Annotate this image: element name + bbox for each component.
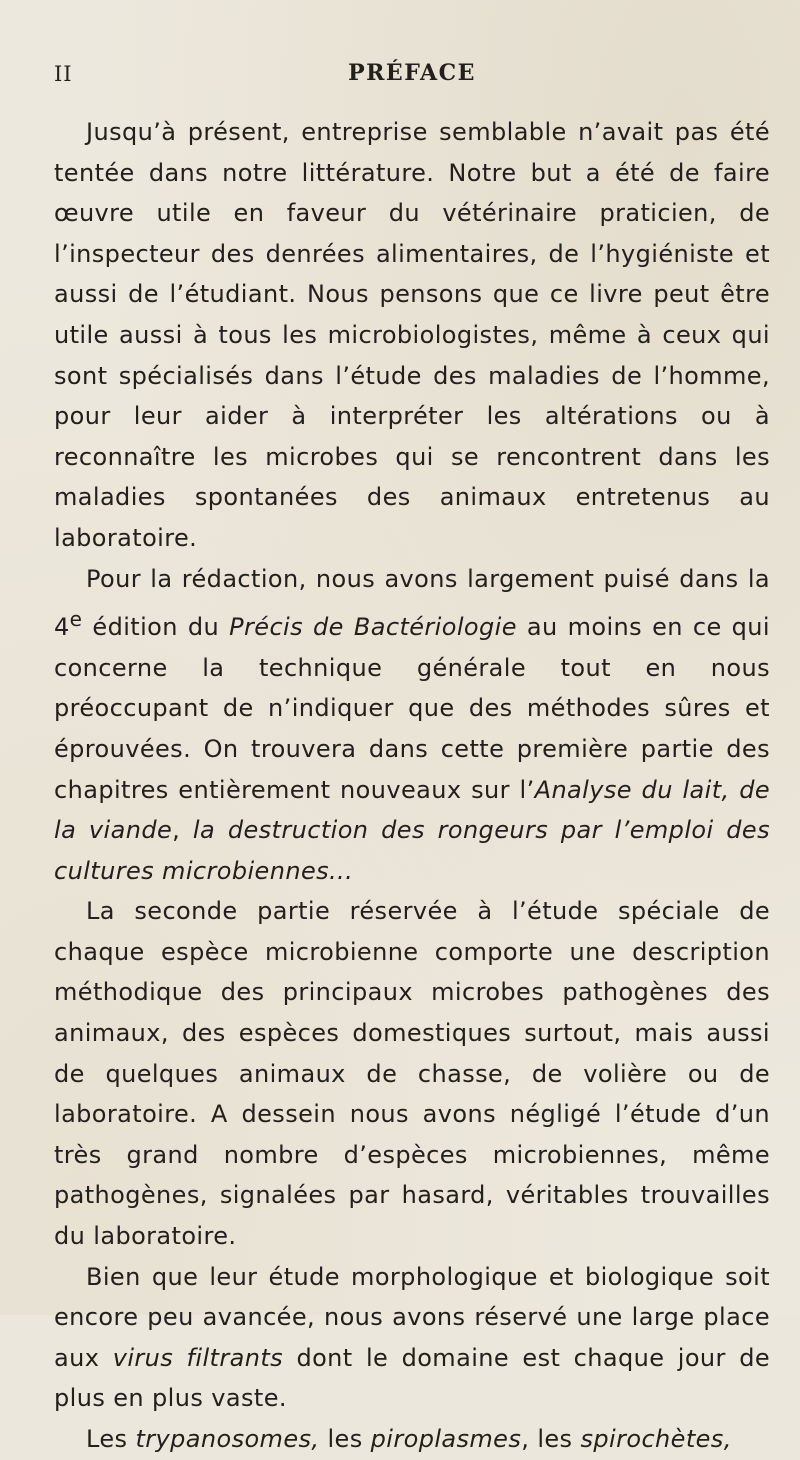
paragraph-2 <box>54 559 770 892</box>
paragraph-2-text-b: édition du <box>82 613 230 642</box>
chapter-title-analyse: Analyse du lait, de la viande <box>54 775 770 845</box>
running-title: PRÉFACE <box>348 60 476 86</box>
term-virus-filtrants: virus filtrants <box>112 1343 284 1372</box>
paragraph-5-text-c: , les <box>521 1425 581 1453</box>
paragraph-5-text-b: les <box>319 1425 371 1453</box>
term-spirochetes: spirochètes, <box>580 1425 732 1453</box>
page-number: II <box>54 62 73 86</box>
paragraph-3 <box>54 891 770 1256</box>
paragraph-4-text-a: Bien que leur étude morphologique et biologique soit encore peu avancée, nous avons réservé une large place aux <box>54 1262 770 1372</box>
paragraph-1-text: Jusqu’à présent, entreprise semblable n’avait pas été tentée dans notre littérature. Notre but a été de faire œuvre utile en faveur du vétérinaire praticien, de l’inspecteur des denrées alimentaires, de l’hygiéniste et aussi de l’étudiant. Nous pensons que ce livre peut être utile aussi à tous les microbiologistes, même à ceux qui sont spécialisés dans l’étude des maladies de l’homme, pour leur aider à interpréter les altérations ou à reconnaître les microbes qui se rencontrent dans les maladies spontanées des animaux entretenus au laboratoire. <box>54 118 770 552</box>
paragraph-5-text-a: Les <box>86 1425 136 1453</box>
book-title-precis: Précis de Bactériologie <box>229 613 517 642</box>
body-text <box>54 112 770 1460</box>
paragraph-1 <box>54 112 770 559</box>
paragraph-2-text-a: Pour la rédaction, nous avons largement puisé dans la 4 <box>54 564 770 642</box>
paragraph-4 <box>54 1257 770 1419</box>
chapter-title-destruction: la destruction des rongeurs par l’emploi des cultures microbiennes... <box>54 816 770 885</box>
running-head <box>54 58 770 98</box>
paragraph-4-text-b: dont le domaine est chaque jour de plus en plus vaste. <box>54 1343 770 1413</box>
paragraph-5 <box>54 1419 770 1460</box>
edition-superscript: e <box>69 607 83 632</box>
paragraph-2-text-c: au moins en ce qui concerne la technique générale tout en nous préoccupant de n’indiquer que des méthodes sûres et éprouvées. On trouvera dans cette première partie des chapitres entièrement nouveaux sur l’ <box>54 613 770 804</box>
term-trypanosomes: trypanosomes, <box>135 1425 320 1453</box>
paragraph-2-text-d: , <box>172 816 193 845</box>
paragraph-3-text: La seconde partie réservée à l’étude spéciale de chaque espèce microbienne comporte une description méthodique des principaux microbes pathogènes des animaux, des espèces domestiques surtout, mais aussi de quelques animaux de chasse, de volière ou de laboratoire. A dessein nous avons négligé l’étude d’un très grand nombre d’espèces microbiennes, même pathogènes, signalées par hasard, véritables trouvailles du laboratoire. <box>54 897 770 1251</box>
term-piroplasmes: piroplasmes <box>370 1425 522 1453</box>
